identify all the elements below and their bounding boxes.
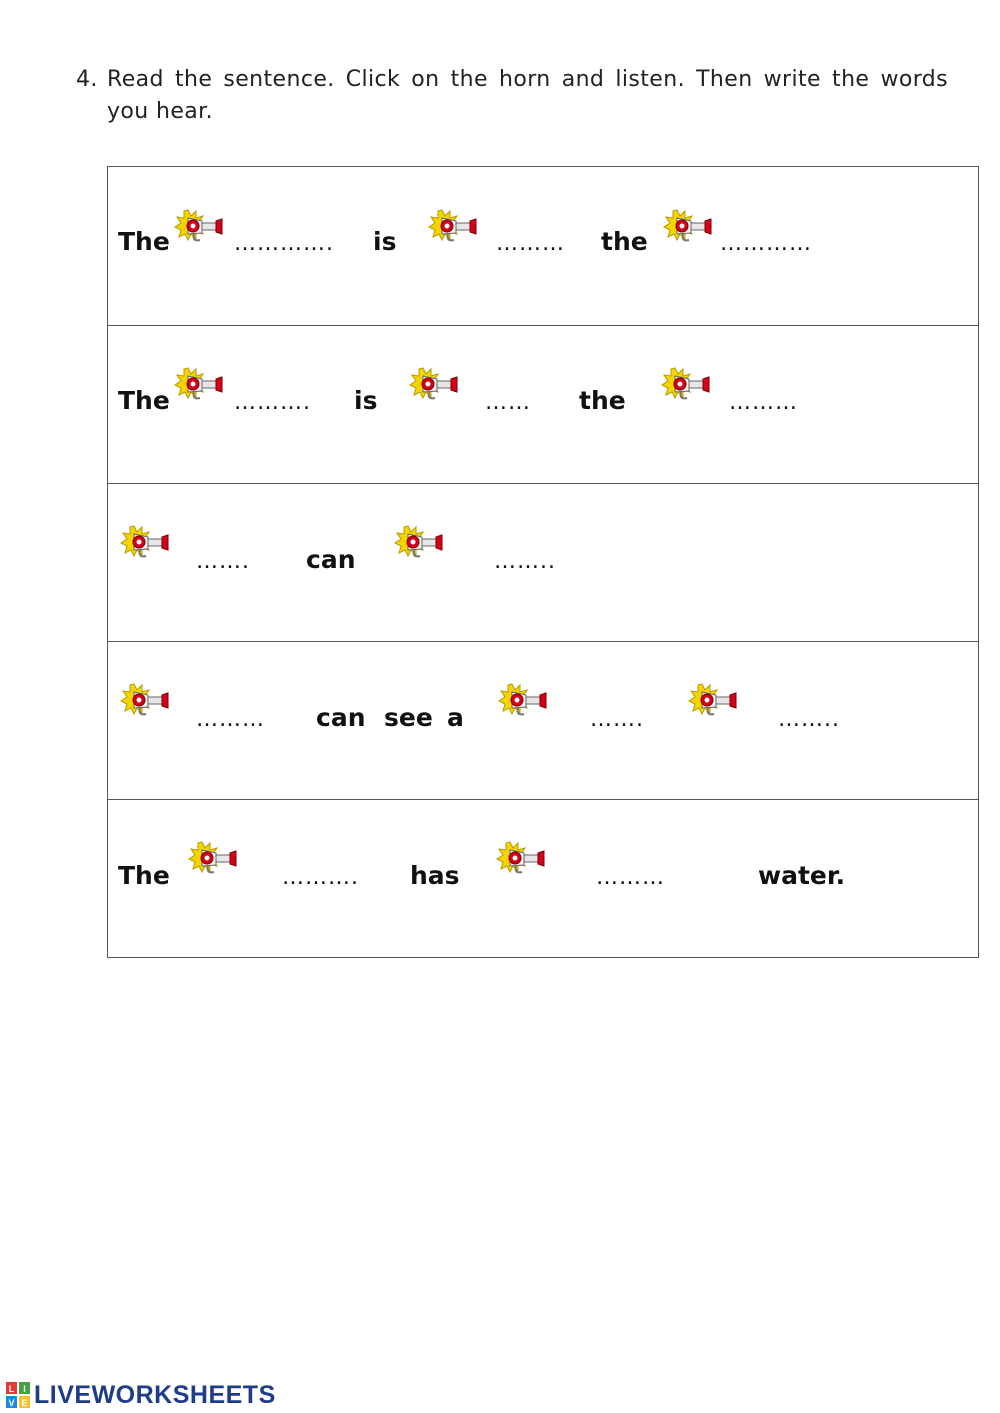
answer-blank[interactable]: …….. bbox=[778, 707, 840, 732]
word: The bbox=[118, 227, 170, 256]
answer-blank[interactable]: ……… bbox=[196, 707, 265, 732]
sentence-row-2 bbox=[108, 325, 978, 484]
horn-megaphone-icon[interactable] bbox=[688, 683, 738, 721]
word: the bbox=[579, 386, 626, 415]
badge-letter: L bbox=[8, 1384, 15, 1394]
answer-blank[interactable]: ……… bbox=[729, 390, 798, 415]
badge-letter: I bbox=[23, 1384, 26, 1394]
horn-megaphone-icon[interactable] bbox=[174, 367, 224, 405]
word: The bbox=[118, 861, 170, 890]
answer-blank[interactable]: …… bbox=[485, 390, 531, 415]
badge-letter: E bbox=[21, 1398, 28, 1408]
question-number: 4. bbox=[76, 67, 98, 92]
horn-megaphone-icon[interactable] bbox=[428, 209, 478, 247]
sentence-row-3 bbox=[108, 483, 978, 642]
horn-megaphone-icon[interactable] bbox=[498, 683, 548, 721]
word: has bbox=[410, 861, 460, 890]
sentence-row-5 bbox=[108, 799, 978, 957]
sentence-row-4 bbox=[108, 641, 978, 800]
badge-letter: V bbox=[8, 1398, 15, 1408]
horn-megaphone-icon[interactable] bbox=[174, 209, 224, 247]
word: can bbox=[306, 545, 356, 574]
horn-megaphone-icon[interactable] bbox=[394, 525, 444, 563]
word: see bbox=[384, 703, 433, 732]
word: a bbox=[447, 703, 464, 732]
liveworksheets-badge-icon bbox=[6, 1382, 30, 1408]
horn-megaphone-icon[interactable] bbox=[120, 683, 170, 721]
word: water. bbox=[758, 861, 846, 890]
instruction bbox=[76, 64, 948, 128]
answer-blank[interactable]: ……. bbox=[590, 707, 644, 732]
answer-blank[interactable]: ……. bbox=[196, 549, 250, 574]
horn-megaphone-icon[interactable] bbox=[409, 367, 459, 405]
logo-text: LIVEWORKSHEETS bbox=[34, 1380, 276, 1409]
word: is bbox=[354, 386, 378, 415]
answer-blank[interactable]: ………. bbox=[282, 865, 359, 890]
answer-blank[interactable]: …….. bbox=[494, 549, 556, 574]
horn-megaphone-icon[interactable] bbox=[663, 209, 713, 247]
word: is bbox=[373, 227, 397, 256]
horn-megaphone-icon[interactable] bbox=[120, 525, 170, 563]
word: The bbox=[118, 386, 170, 415]
sentence-row-1 bbox=[108, 167, 978, 326]
answer-blank[interactable]: ………. bbox=[234, 390, 311, 415]
exercise-table bbox=[107, 166, 979, 958]
horn-megaphone-icon[interactable] bbox=[188, 841, 238, 879]
answer-blank[interactable]: ……… bbox=[496, 231, 565, 256]
liveworksheets-logo bbox=[6, 1380, 276, 1410]
instruction-text: Read the sentence. Click on the horn and listen. Then write the words you hear. bbox=[107, 67, 948, 124]
answer-blank[interactable]: ………… bbox=[720, 231, 812, 256]
word: the bbox=[601, 227, 648, 256]
answer-blank[interactable]: ……… bbox=[596, 865, 665, 890]
answer-blank[interactable]: …………. bbox=[234, 231, 334, 256]
word: can bbox=[316, 703, 366, 732]
horn-megaphone-icon[interactable] bbox=[496, 841, 546, 879]
horn-megaphone-icon[interactable] bbox=[661, 367, 711, 405]
